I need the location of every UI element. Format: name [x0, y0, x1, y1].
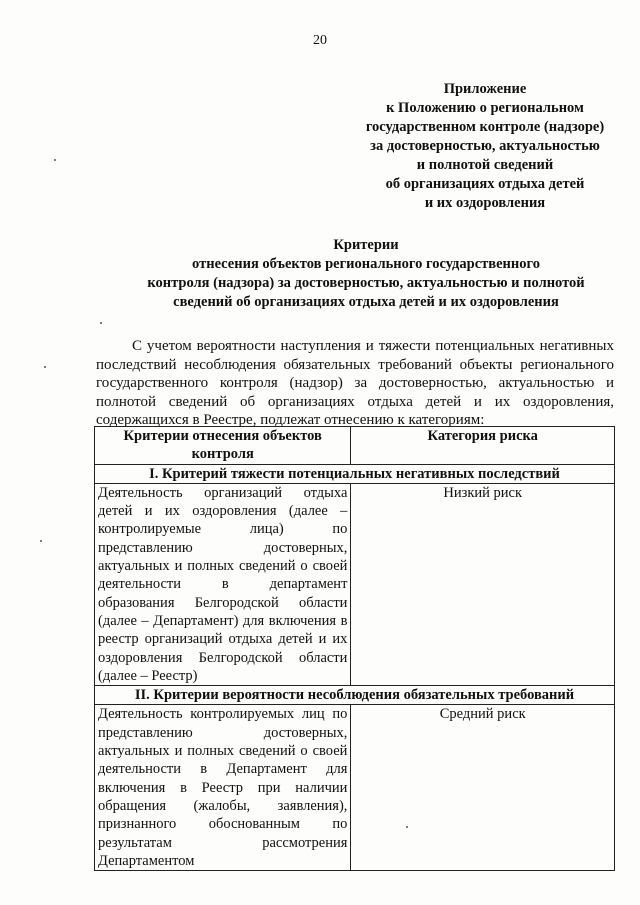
appendix-line: за достоверностью, актуальностью	[370, 138, 600, 154]
scan-speck	[40, 540, 42, 542]
appendix-line: Приложение	[443, 81, 527, 97]
scan-speck	[100, 322, 102, 324]
scan-speck	[406, 826, 408, 828]
appendix-line: и их оздоровления	[424, 195, 546, 211]
section-title: I. Критерий тяжести потенциальных негативных последствий	[95, 464, 615, 483]
appendix-line: к Положению о региональном	[386, 100, 584, 116]
appendix-heading	[350, 80, 620, 213]
risk-criteria-table	[94, 426, 615, 871]
title-line: сведений об организациях отдыха детей и их оздоровления	[173, 294, 559, 310]
scan-speck	[54, 159, 56, 161]
section-title: II. Критерии вероятности несоблюдения обязательных требований	[95, 686, 615, 705]
table-header-row	[95, 427, 615, 465]
appendix-line: государственном контроле (надзоре)	[365, 119, 605, 135]
risk-cell: Средний риск	[351, 705, 615, 871]
section-row	[95, 464, 615, 483]
intro-paragraph: С учетом вероятности наступления и тяжести потенциальных негативных последствий несоблюдения обязательных требований объекты регионального государственного контроля (надзор) за достоверностью, актуальностью и полнотой сведений об организациях отдыха детей и их оздоровления, содержащихся в Реестре, подлежат отнесению к категориям:	[96, 338, 614, 429]
header-risk-category: Категория риска	[351, 427, 615, 465]
appendix-line: и полнотой сведений	[416, 157, 554, 173]
scan-speck	[44, 366, 46, 368]
section-row	[95, 686, 615, 705]
title-line: Критерии	[333, 237, 399, 253]
header-criteria: Критерии отнесения объектов контроля	[95, 427, 351, 465]
appendix-line: об организациях отдыха детей	[385, 176, 585, 192]
table-row	[95, 705, 615, 871]
criterion-cell: Деятельность организаций отдыха детей и их оздоровления (далее – контролируемые лица) по представлению достоверных, актуальных и полных сведений о своей деятельности в департамент образования Белгородской области (далее – Департамент) для включения в реестр организаций отдыха детей и их оздоровления Белгородской области (далее – Реестр)	[95, 483, 351, 685]
page-number: 20	[313, 33, 327, 48]
title-line: отнесения объектов регионального государственного	[192, 256, 540, 272]
document-title	[96, 236, 636, 312]
criterion-cell: Деятельность контролируемых лиц по представлению достоверных, актуальных и полных сведений о своей деятельности в Департамент для включения в Реестр при наличии обращения (жалобы, заявления), признанного обоснованным по результатам рассмотрения Департаментом	[95, 705, 351, 871]
table-row	[95, 483, 615, 685]
risk-cell: Низкий риск	[351, 483, 615, 685]
title-line: контроля (надзора) за достоверностью, актуальностью и полнотой	[147, 275, 585, 291]
